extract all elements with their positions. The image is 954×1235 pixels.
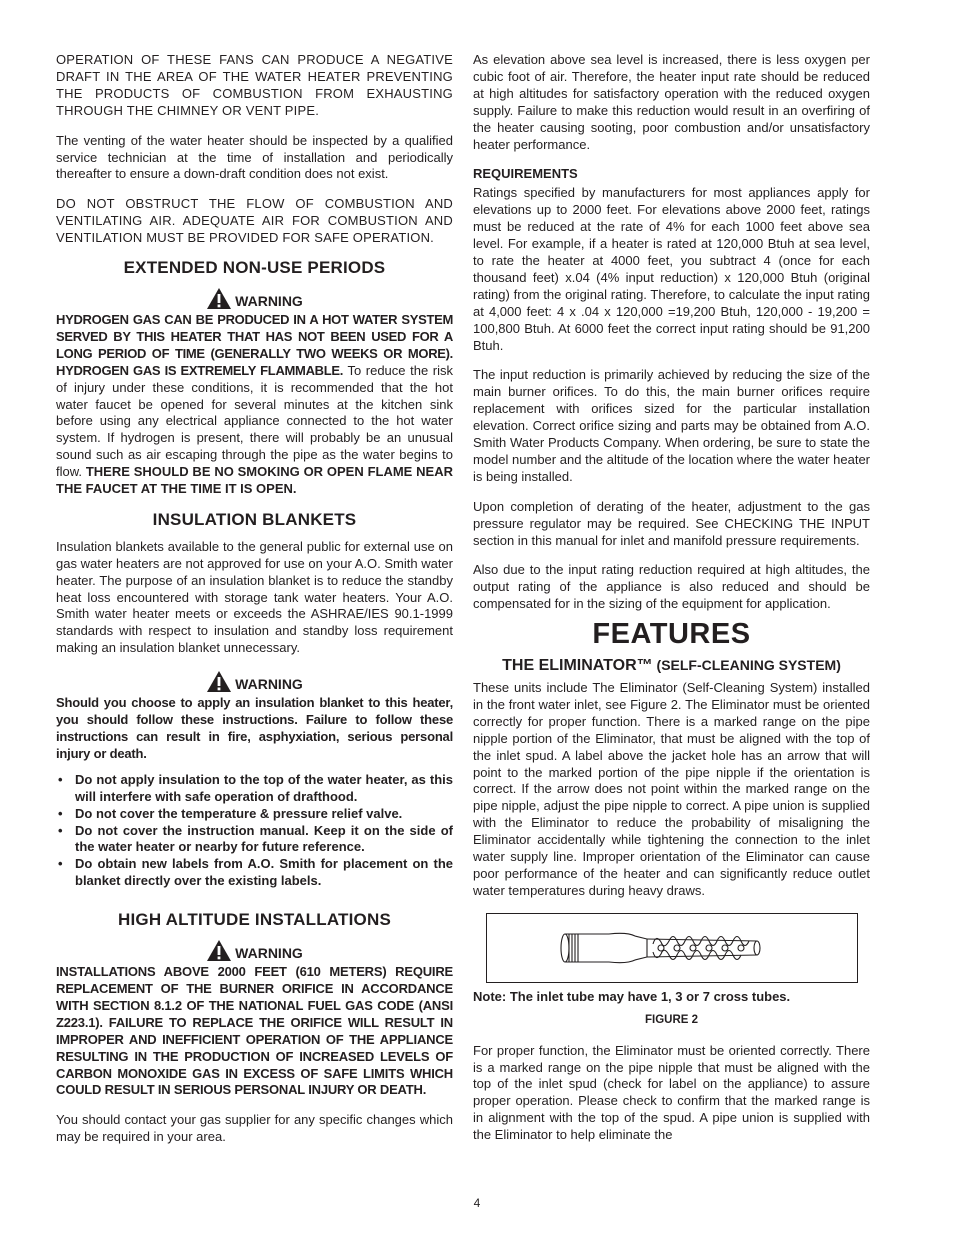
heading-high-altitude: HIGH ALTITUDE INSTALLATIONS <box>118 910 391 930</box>
hydrogen-warning-text: To reduce the risk of injury under these conditions, it is recommended that the hot water faucet be opened for several minutes at the kitchen sink before using any electrical appliance connected to the hot water system. If hydrogen is present, there will probably be an unusual sound such as air escaping through the pipe as the water begins to flow. <box>56 362 453 480</box>
orientation-text: For proper function, the Eliminator must be oriented correctly. There is a marked range on the pipe nipple that must be aligned with the top of the inlet spud (check for label on the appliance) to assure proper operation. Please check to confirm that the marked range is in alignment with the top of the spud. A pipe union is supplied with the Eliminator to help eliminate the <box>473 1042 870 1143</box>
figure-2-box <box>486 913 858 983</box>
list-item: • Do not cover the temperature & pressure relief valve. <box>56 806 453 823</box>
page-number: 4 <box>473 1196 481 1210</box>
warning-triangle-icon <box>206 939 232 962</box>
eliminator-text: These units include The Eliminator (Self-Cleaning System) installed in the front water inlet, see Figure 2. The Eliminator must be oriented correctly for proper function. There is a marked range on the pipe nipple portion of the Eliminator, that must be aligned with the top of the inlet spud. A label above the jacket hole has an arrow that will point to the marked portion of the pipe nipple if the orientation is correct. If the arrow does not point within the marked range on the pipe nipple, adjust the pipe nipple to correct. A pipe union is supplied with the Eliminator to reduce the probability of misaligning the Eliminator accidentally while tightening the connection to the inlet water supply line. Improper orientation of the Eliminator can cause poor performance of the heater and can significantly reduce outlet water temperatures during heavy draws. <box>473 680 870 898</box>
requirements-heading: REQUIREMENTS <box>473 166 578 182</box>
eliminator-inlet-tube-illustration <box>557 924 787 972</box>
fan-draft-caution: OPERATION OF THESE FANS CAN PRODUCE A NEGATIVE DRAFT IN THE AREA OF THE WATER HEATER PREVENTING THE PRODUCTS OF COMBUSTION FROM EXHAUSTING THROUGH THE CHIMNEY OR VENT PIPE. <box>56 52 453 118</box>
no-smoking-warning: THERE SHOULD BE NO SMOKING OR OPEN FLAME NEAR THE FAUCET AT THE TIME IT IS OPEN. <box>56 464 453 497</box>
orifice-reduction-text: The input reduction is primarily achieved by reducing the size of the main burner orifices. To do this, the main burner orifices require replacement with orifices sized for the particular installation elevation. Correct orifice sizing and parts may be obtained from A.O. Smith Water Products Company. When ordering, be sure to state the model number and the altitude of the location where the water heater is being installed. <box>473 367 870 484</box>
warning-label: WARNING <box>235 676 303 693</box>
figure-label: FIGURE 2 <box>644 1013 699 1026</box>
insulation-text: Insulation blankets available to the general public for external use on gas water heaters are not approved for use on your A.O. Smith water heater. The purpose of an insulation blanket is to reduce the standby heat loss encountered with storage tank water heaters. Your A.O. Smith water heater meets or exceeds the ASHRAE/IES 90.1-1999 standards with respect to insulation and standby loss requirement making an insulation blanket unnecessary. <box>56 538 453 656</box>
insulation-instructions-list <box>56 772 453 890</box>
insulation-warning: Should you choose to apply an insulation blanket to this heater, you should follow these instructions. Failure to follow these instructions can result in fire, asphyxiation, serious personal injury or death. <box>56 695 453 761</box>
eliminator-heading-main: THE ELIMINATOR™ <box>502 657 653 675</box>
right-column <box>473 52 870 1157</box>
warning-label: WARNING <box>235 945 303 962</box>
features-title: FEATURES <box>592 618 751 651</box>
output-rating-text: Also due to the input rating reduction required at high altitudes, the output rating of the appliance is also reduced and should be compensated for in the sizing of the equipment for application. <box>473 562 870 612</box>
warning-header <box>56 939 453 962</box>
regulator-adjustment-text: Upon completion of derating of the heater, adjustment to the gas pressure regulator may be required. See CHECKING THE INPUT section in this manual for inlet and manifold pressure requirements. <box>473 498 870 548</box>
warning-label: WARNING <box>235 293 303 310</box>
elevation-oxygen-text: As elevation above sea level is increased, there is less oxygen per cubic foot of air. Therefore, the heater input rate should be reduced at high altitudes for satisfactory operation with the reduced oxygen supply. Failure to make this reduction would result in an overfiring of the heater causing sooting, poor combustion and/or unsatisfactory heater performance. <box>473 52 870 152</box>
eliminator-heading <box>473 657 870 675</box>
requirements-text: Ratings specified by manufacturers for most appliances apply for elevations up to 2000 feet. For elevations above 2000 feet, ratings must be reduced at the rate of 4% for each 1000 feet above sea level. For example, if a heater is rated at 120,000 Btuh at sea level, to rate the heater at 4000 feet, you subtract 4 (once for each thousand feet) x.04 (4% input reduction) x 120,000 Btuh (original rating) from the original rating. Therefore, to calculate the input rating at 4,000 feet: 4 x .04 x 120,000 =19,200 Btuh, 120,000 - 19,200 = 100,800 Btuh. At 6000 feet the correct input rating should be 91,200 Btuh. <box>473 185 870 353</box>
list-item: • Do obtain new labels from A.O. Smith for placement on the blanket directly over the existing labels. <box>56 856 453 890</box>
list-item: • Do not cover the instruction manual. Keep it on the side of the water heater or nearby for future reference. <box>56 823 453 857</box>
figure-note: Note: The inlet tube may have 1, 3 or 7 cross tubes. <box>473 988 791 1004</box>
heading-extended-non-use: EXTENDED NON-USE PERIODS <box>123 258 386 278</box>
air-obstruction-caution: DO NOT OBSTRUCT THE FLOW OF COMBUSTION AND VENTILATING AIR. ADEQUATE AIR FOR COMBUSTION AND VENTILATION MUST BE PROVIDED FOR SAFE OPERATION. <box>56 196 453 246</box>
warning-header <box>56 670 453 693</box>
left-column <box>56 52 453 1159</box>
warning-triangle-icon <box>206 670 232 693</box>
warning-header <box>56 287 453 310</box>
heading-insulation-blankets: INSULATION BLANKETS <box>152 509 357 529</box>
gas-supplier-text: You should contact your gas supplier for any specific changes which may be required in your area. <box>56 1112 453 1145</box>
venting-inspection-text: The venting of the water heater should be inspected by a qualified service technician at the time of installation and periodically thereafter to ensure a down-draft condition does not exist. <box>56 132 453 182</box>
altitude-warning: INSTALLATIONS ABOVE 2000 FEET (610 METERS) REQUIRE REPLACEMENT OF THE BURNER ORIFICE IN ACCORDANCE WITH SECTION 8.1.2 OF THE NATIONAL FUEL GAS CODE (ANSI Z223.1). FAILURE TO REPLACE THE ORIFICE WILL RESULT IN IMPROPER AND INEFFICIENT OPERATION OF THE APPLIANCE RESULTING IN THE PRODUCTION OF INCREASED LEVELS OF CARBON MONOXIDE GAS IN EXCESS OF SAFE LIMITS WHICH COULD RESULT IN SERIOUS PERSONAL INJURY OR DEATH. <box>56 964 453 1098</box>
eliminator-heading-sub: (SELF-CLEANING SYSTEM) <box>652 657 841 674</box>
hydrogen-warning-bold: HYDROGEN GAS CAN BE PRODUCED IN A HOT WATER SYSTEM SERVED BY THIS HEATER THAT HAS NOT BEEN USED FOR A LONG PERIOD OF TIME (GENERALLY TWO WEEKS OR MORE). HYDROGEN GAS IS EXTREMELY FLAMMABLE. <box>56 311 453 378</box>
warning-triangle-icon <box>206 287 232 310</box>
list-item: • Do not apply insulation to the top of the water heater, as this will interfere with safe operation of drafthood. <box>56 772 453 806</box>
hydrogen-warning <box>56 312 453 498</box>
